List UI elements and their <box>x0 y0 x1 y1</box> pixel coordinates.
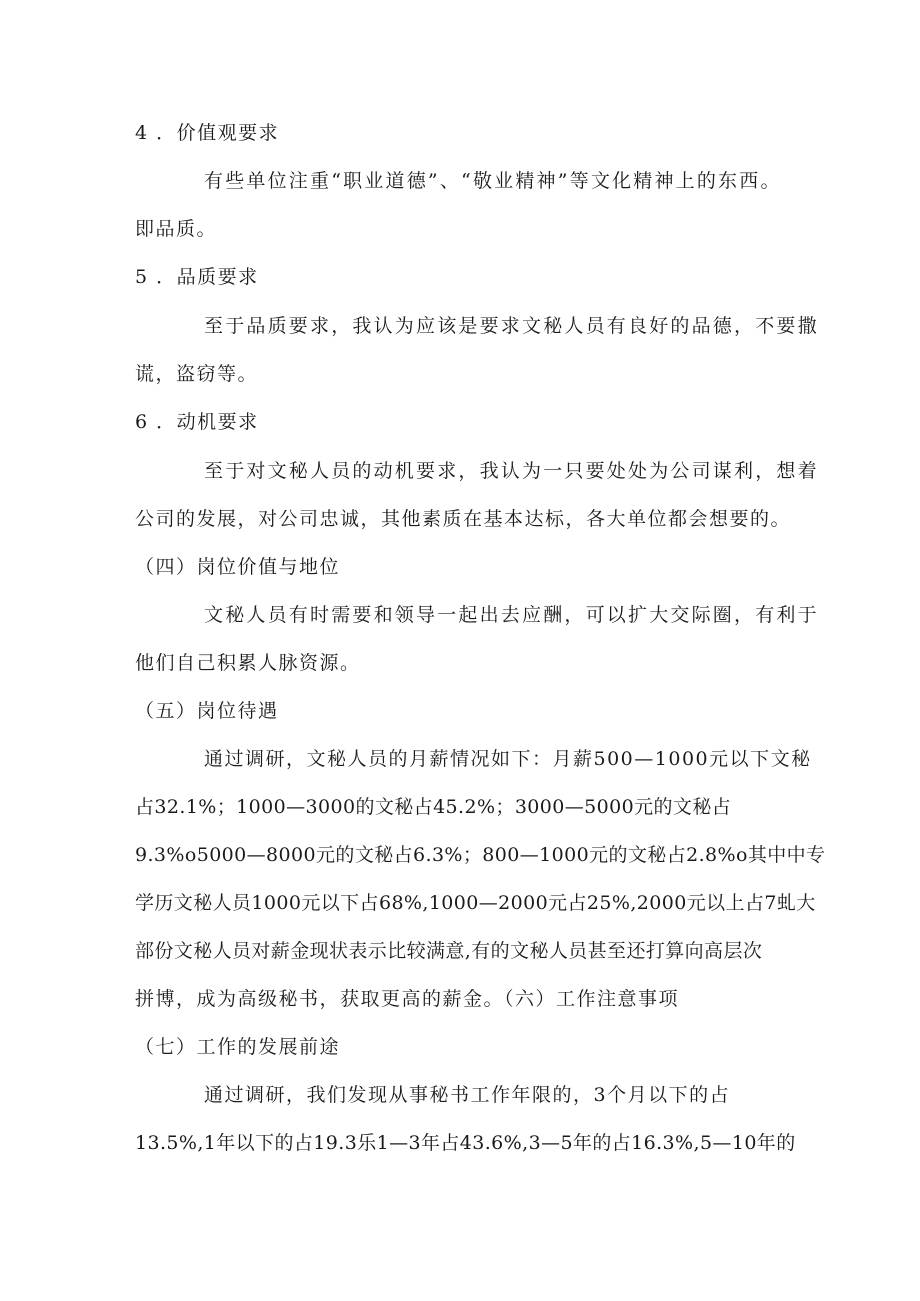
paragraph-values-line-2: 即品质。 <box>135 218 218 240</box>
paragraph-quality-line-2: 谎，盗窃等。 <box>135 363 259 385</box>
paragraph-career-prospects-line-1: 通过调研，我们发现从事秘书工作年限的，3个月以下的占 <box>204 1084 731 1106</box>
heading-career-prospects: （七）工作的发展前途 <box>135 1036 341 1058</box>
paragraph-compensation-line-3: 9.3%o5000—8000元的文秘占6.3%；800—1000元的文秘占2.8%o其中中专 <box>135 844 826 866</box>
heading-motivation-requirement: 6 ．动机要求 <box>135 411 259 433</box>
paragraph-motivation-line-1: 至于对文秘人员的动机要求，我认为一只要处处为公司谋利，想着 <box>204 460 819 482</box>
paragraph-compensation-line-1: 通过调研，文秘人员的月薪情况如下：月薪500—1000元以下文秘 <box>204 748 812 770</box>
paragraph-compensation-line-4: 学历文秘人员1000元以下占68%,1000—2000元占25%,2000元以上占7虬大 <box>135 892 816 914</box>
paragraph-position-value-line-2: 他们自己积累人脉资源。 <box>135 652 361 674</box>
heading-position-value: （四）岗位价值与地位 <box>135 556 341 578</box>
paragraph-motivation-line-2: 公司的发展，对公司忠诚，其他素质在基本达标，各大单位都会想要的。 <box>135 508 792 530</box>
paragraph-position-value-line-1: 文秘人员有时需要和领导一起出去应酬，可以扩大交际圈，有利于 <box>204 604 819 626</box>
paragraph-quality-line-1: 至于品质要求，我认为应该是要求文秘人员有良好的品德，不要撒 <box>204 315 819 337</box>
heading-values-requirement: 4 ．价值观要求 <box>135 122 280 144</box>
paragraph-career-prospects-line-2: 13.5%,1年以下的占19.3乐1—3年占43.6%,3—5年的占16.3%,5—10年的 <box>135 1132 796 1154</box>
paragraph-compensation-line-6: 拼博，成为高级秘书，获取更高的薪金。（六）工作注意事项 <box>135 988 680 1010</box>
heading-quality-requirement: 5 ．品质要求 <box>135 266 259 288</box>
paragraph-compensation-line-5: 部份文秘人员对薪金现状表示比较满意,有的文秘人员甚至还打算向高层次 <box>135 940 763 962</box>
paragraph-values-line-1: 有些单位注重“职业道德”、“敬业精神”等文化精神上的东西。 <box>204 170 782 192</box>
paragraph-compensation-line-2: 占32.1%；1000—3000的文秘占45.2%；3000—5000元的文秘占 <box>135 796 732 818</box>
heading-position-compensation: （五）岗位待遇 <box>135 700 279 722</box>
